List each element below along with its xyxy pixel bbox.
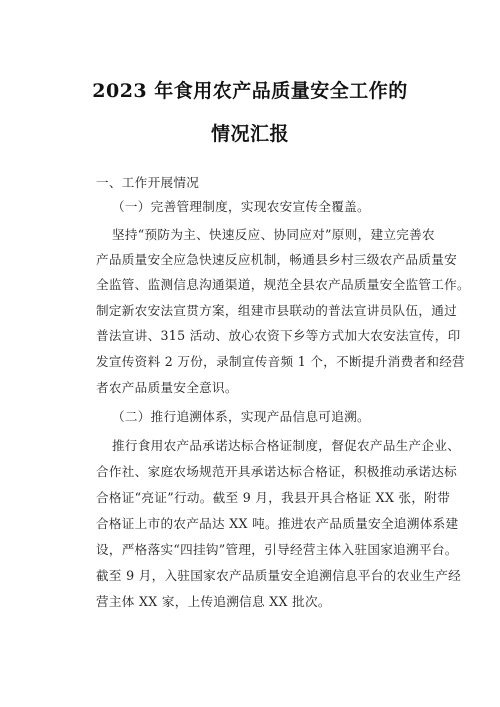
- document-title-line-2: 情况汇报: [210, 123, 289, 145]
- paragraph-line: 制定新农安法宣贯方案，组建市县联动的普法宣讲员队伍，通过: [96, 303, 458, 318]
- paragraph-line: 普法宣讲、315 活动、放心农资下乡等方式加大农安法宣传，印: [96, 328, 461, 343]
- paragraph-line: 截至 9 月，入驻国家农产品质量安全追溯信息平台的农业生产经: [96, 568, 462, 583]
- paragraph-line: 营主体 XX 家，上传追溯信息 XX 批次。: [96, 594, 331, 609]
- paragraph-line: 全监管、监测信息沟通渠道，规范全县农产品质量安全监管工作。: [96, 277, 470, 292]
- paragraph-line: 设，严格落实“四挂钩”管理，引导经营主体入驻国家追溯平台。: [96, 542, 458, 557]
- paragraph-line: 合格证上市的农产品达 XX 吨。推进农产品质量安全追溯体系建: [96, 516, 459, 531]
- paragraph-line: 合作社、家庭农场规范开具承诺达标合格证，积极推动承诺达标: [96, 464, 458, 479]
- document-title-line-1: 2023 年食用农产品质量安全工作的: [92, 80, 408, 102]
- paragraph-line: 者农产品质量安全意识。: [96, 380, 238, 395]
- paragraph-line: 合格证“亮证”行动。截至 9 月，我县开具合格证 XX 张，附带: [96, 490, 451, 505]
- paragraph-line: 发宣传资料 2 万份，录制宣传音频 1 个，不断提升消费者和经营: [96, 354, 466, 369]
- section-heading: 一、工作开展情况: [96, 175, 200, 190]
- paragraph-line: 产品质量安全应急快速反应机制，畅通县乡村三级农产品质量安: [96, 252, 458, 267]
- paragraph-line: 推行食用农产品承诺达标合格证制度，督促农产品生产企业、: [112, 438, 461, 453]
- paragraph-line: 坚持“预防为主、快速反应、协同应对”原则，建立完善农: [112, 227, 435, 242]
- subsection-heading: （二）推行追溯体系，实现产品信息可追溯。: [112, 409, 370, 424]
- subsection-heading: （一）完善管理制度，实现农安宣传全覆盖。: [112, 199, 370, 214]
